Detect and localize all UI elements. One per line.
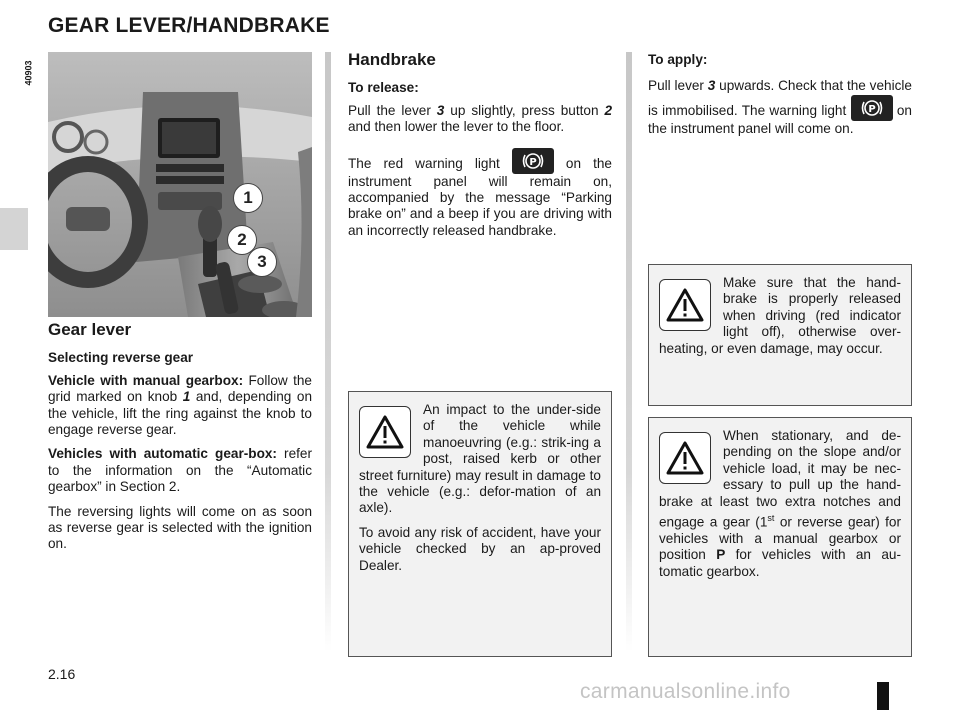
column-divider-2	[626, 52, 632, 652]
column-divider-1	[325, 52, 331, 652]
reversing-lights-paragraph: The reversing lights will come on as soon as reverse gear is selected with the ignition on.	[48, 503, 312, 552]
automatic-gearbox-paragraph: Vehicles with automatic gear-box: refer to the information on the “Automatic gearbox” in Section 2.	[48, 446, 312, 495]
warning-triangle-icon	[659, 279, 711, 331]
impact-warning-box	[348, 391, 612, 657]
reverse-gear-subheading: Selecting reverse gear	[48, 350, 194, 366]
watermark: carmanualsonline.info	[580, 680, 791, 703]
slope-warning-text: When stationary, and de-pending on the slope and/or vehicle load, it may be nec-essary to pull up the hand-brake at least two extra notches and engage a gear (1st or reverse gear) for vehicles with a manual gearbox or position P for vehicles with an au-tomatic gearbox.	[659, 428, 902, 579]
svg-text:P: P	[529, 156, 537, 168]
impact-warning-text: An impact to the under-side of the vehicle while manoeuvring (e.g.: strik-ing a post, raised kerb or other street furniture) may result in damage to the vehicle (e.g.: defor-mation of an axle).	[359, 402, 601, 516]
page-number: 2.16	[48, 666, 76, 682]
warning-triangle-icon	[659, 432, 711, 484]
gear-lever-section	[48, 322, 312, 561]
corner-mark	[877, 682, 889, 710]
red-warning-paragraph: The red warning light P on the instrument panel will remain on, accompanied by the message “Parking brake on” and a beep if you are driving with an incorrectly released handbrake.	[348, 148, 612, 240]
svg-text:P: P	[867, 103, 876, 115]
apply-section	[648, 52, 912, 145]
page-title: GEAR LEVER/HANDBRAKE	[48, 14, 330, 37]
release-warning-text: Make sure that the hand-brake is properly released when driving (red indicator light off), otherwise over-heating, or even damage, may occur.	[659, 275, 901, 356]
gear-lever-photo	[48, 52, 312, 317]
impact-advice-text: To avoid any risk of accident, have your vehicle checked by an ap-proved Dealer.	[359, 524, 601, 573]
parking-brake-warning-icon	[512, 148, 554, 174]
warning-triangle-icon	[359, 406, 411, 458]
callout-2: 2	[228, 226, 256, 254]
handbrake-heading: Handbrake	[348, 50, 436, 69]
apply-label: To apply:	[648, 52, 708, 67]
callout-1: 1	[234, 184, 262, 212]
gear-lever-heading: Gear lever	[48, 320, 132, 339]
manual-gearbox-paragraph: Vehicle with manual gearbox: Follow the grid marked on knob 1 and, depending on the vehicle, lift the ring against the knob to engage reverse gear.	[48, 372, 312, 438]
apply-paragraph: Pull lever 3 upwards. Check that the vehicle is immobilised. The warning light P on the instrument panel will come on.	[648, 78, 912, 136]
release-warning-box	[648, 264, 912, 406]
handbrake-section	[348, 52, 612, 247]
slope-warning-box	[648, 417, 912, 657]
release-paragraph: Pull the lever 3 up slightly, press button 2 and then lower the lever to the floor.	[348, 102, 613, 135]
section-tab	[0, 208, 28, 250]
callout-3: 3	[248, 248, 276, 276]
release-label: To release:	[348, 80, 419, 96]
parking-brake-warning-icon	[851, 95, 893, 121]
photo-code: 40903	[23, 60, 34, 86]
